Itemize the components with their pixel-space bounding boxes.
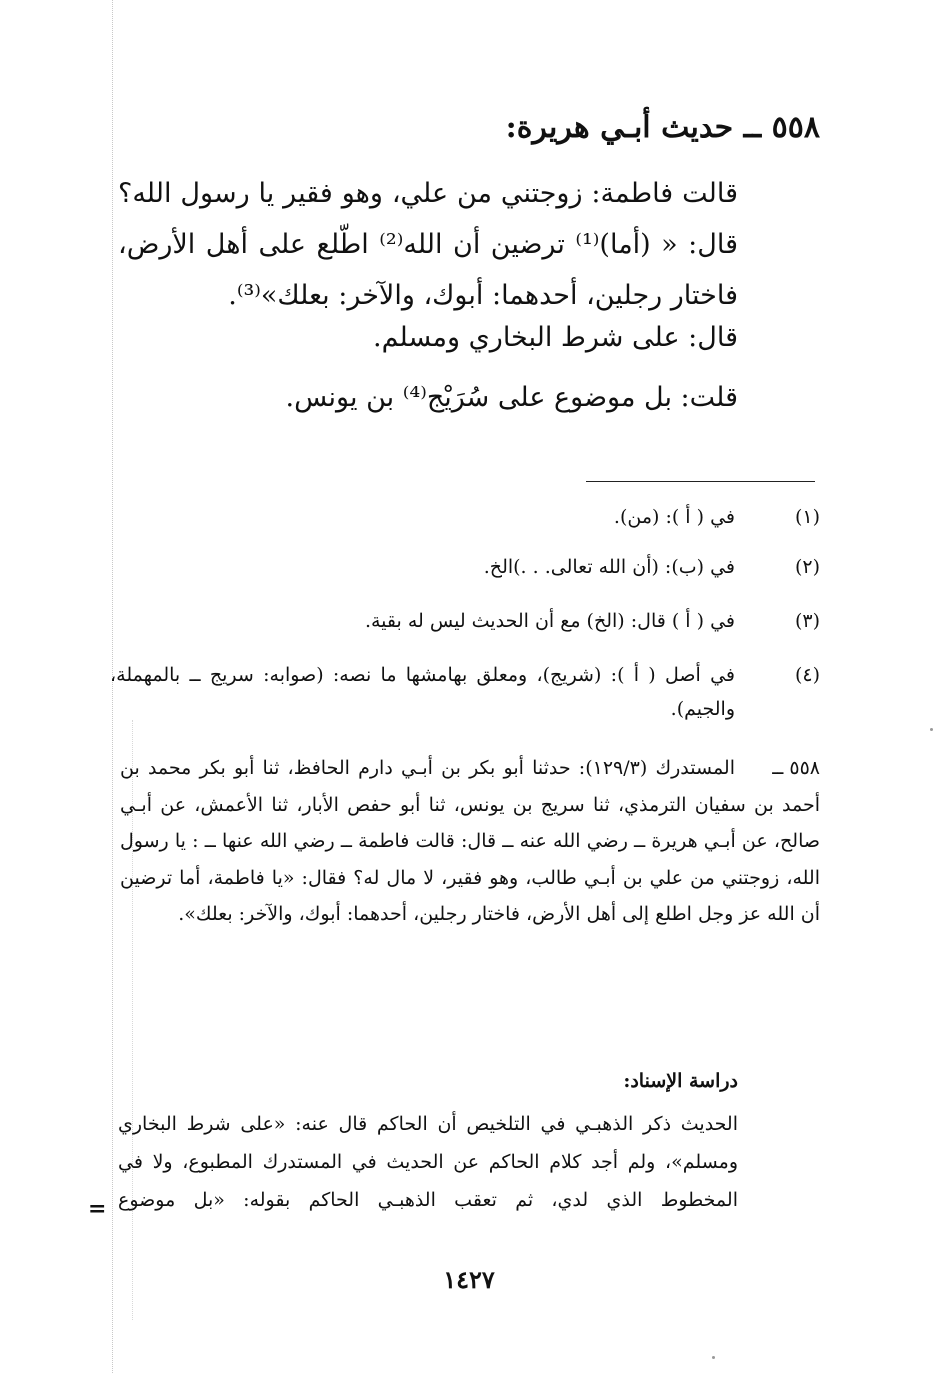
hadith-title: ٥٥٨ ــ حديث أبـي هريرة: [505,110,820,145]
footnote-number: (٣) [794,610,820,632]
footnote-number: (٢) [794,556,820,578]
footnote [110,550,820,584]
hakim-statement: قال: على شرط البخاري ومسلم. [372,322,738,353]
takhrij-number: ٥٥٨ ــ [772,757,820,779]
continuation-mark: = [88,1196,107,1222]
footnote [110,658,820,726]
page-number: ١٤٢٧ [443,1265,495,1294]
footnote-text: في (ب): (أن الله تعالى. . .)الخ. [483,556,735,578]
scan-speck [930,728,933,731]
footnote-text: في ( أ ): (من). [613,506,735,528]
footnote [110,500,820,534]
footnote-number: (١) [794,506,820,528]
scan-speck [712,1356,715,1359]
dhahabi-statement: قلت: بل موضوع على سُرَيْج⁽⁴⁾ بن يونس. [285,382,738,413]
footnote-divider [586,481,815,482]
footnote-number: (٤) [794,664,820,686]
footnote-text: في أصل ( أ ): (شريج)، ومعلق بهامشها ما نصه: (صوابه: سريج ــ بالمهملة، والجيم). [110,664,735,720]
footnote-text: في ( أ ) قال: (الخ) مع أن الحديث ليس له بقية. [364,610,735,632]
isnad-study-body: الحديث ذكر الذهبـي في التلخيص أن الحاكم قال عنه: «على شرط البخاري ومسلم»، ولم أجد كلام الحاكم عن الحديث في المستدرك المطبوع، ولا في المخطوط الذي لدي، ثم تعقب الذهبـي الحاكم بقوله: «بل موضوع [118,1113,739,1211]
footnote [110,604,820,638]
takhrij-note [120,750,820,933]
hadith-body: قالت فاطمة: زوجتني من علي، وهو فقير يا رسول الله؟ قال: « (أما)⁽¹⁾ ترضين أن الله⁽²⁾ اطّلع على أهل الأرض، فاختار رجلين، أحدهما: أبوك، والآخر: بعلك»⁽³⁾. [118,178,739,311]
isnad-study-heading: دراسة الإسناد: [623,1070,738,1092]
takhrij-text: المستدرك (١٢٩/٣): حدثنا أبو بكر بن أبـي دارم الحافظ، ثنا أبو بكر محمد بن أحمد بن سفيان الترمذي، ثنا سريج بن يونس، ثنا أبو حفص الأبار، ثنا الأعمش، عن أبـي صالح، عن أبـي هريرة ــ رضي الله عنه ــ قال: قالت فاطمة ــ رضي الله عنها ــ : يا رسول الله، زوجتني من علي بن أبـي طالب، وهو فقير، لا مال له؟ فقال: «يا فاطمة، أما ترضين أن الله عز وجل اطلع إلى أهل الأرض، فاختار رجلين، أحدهما: أبوك، والآخر: بعلك». [120,757,820,925]
